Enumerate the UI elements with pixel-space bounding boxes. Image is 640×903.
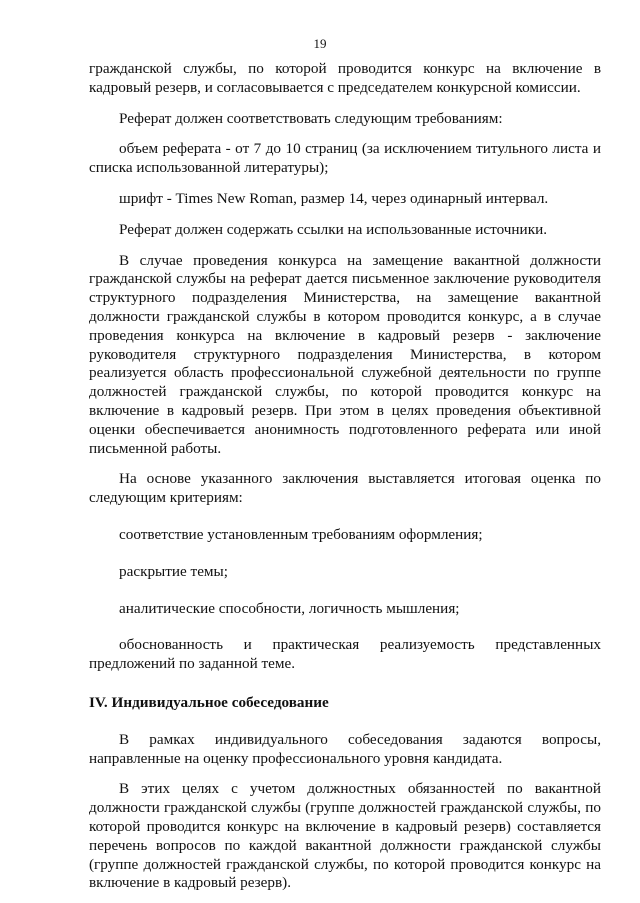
paragraph-criteria-intro: На основе указанного заключения выставляется итоговая оценка по следующим критериям: [89,470,601,507]
criterion-feasibility: обоснованность и практическая реализуемость представленных предложений по заданной теме. [89,636,601,673]
paragraph-references: Реферат должен содержать ссылки на использованные источники. [119,220,547,238]
document-body [89,60,601,893]
paragraph-volume: объем реферата - от 7 до 10 страниц (за исключением титульного листа и списка использованной литературы); [89,140,601,177]
paragraph-conclusion: В случае проведения конкурса на замещение вакантной должности гражданской службы на реферат дается письменное заключение руководителя структурного подразделения Министерства, на замещение вакантной должности гражданской службы в котором проводится конкурс, а в случае проведения конкурса на включение в кадровый резерв - заключение руководителя структурного подразделения Министерства, в котором реализуется область профессиональной служебной деятельности по группе должностей гражданской службы, по которой проводится конкурс на включение в кадровый резерв. При этом в целях проведения объективной оценки обеспечивается анонимность подготовленного реферата или иной письменной работы. [89,251,601,457]
criterion-formatting: соответствие установленным требованиям оформления; [119,525,483,543]
paragraph-interview-questions: В этих целях с учетом должностных обязанностей по вакантной должности гражданской службы (группе должностей гражданской службы, по которой проводится конкурс на включение в кадровый резерв) составляется перечень вопросов по каждой вакантной должности гражданской службы (группе должностей гражданской службы, по которой проводится конкурс на включение в кадровый резерв). [89,780,601,892]
criterion-analytics: аналитические способности, логичность мышления; [119,599,460,617]
section-heading: IV. Индивидуальное собеседование [89,693,329,711]
paragraph-requirements-intro: Реферат должен соответствовать следующим требованиям: [119,109,503,127]
page-number: 19 [313,36,327,51]
criterion-topic: раскрытие темы; [119,562,228,580]
paragraph-interview-intro: В рамках индивидуального собеседования задаются вопросы, направленные на оценку профессионального уровня кандидата. [89,730,601,767]
paragraph-font: шрифт - Times New Roman, размер 14, через одинарный интервал. [119,189,549,207]
paragraph-continuation: гражданской службы, по которой проводится конкурс на включение в кадровый резерв, и согласовывается с председателем конкурсной комиссии. [89,60,601,96]
